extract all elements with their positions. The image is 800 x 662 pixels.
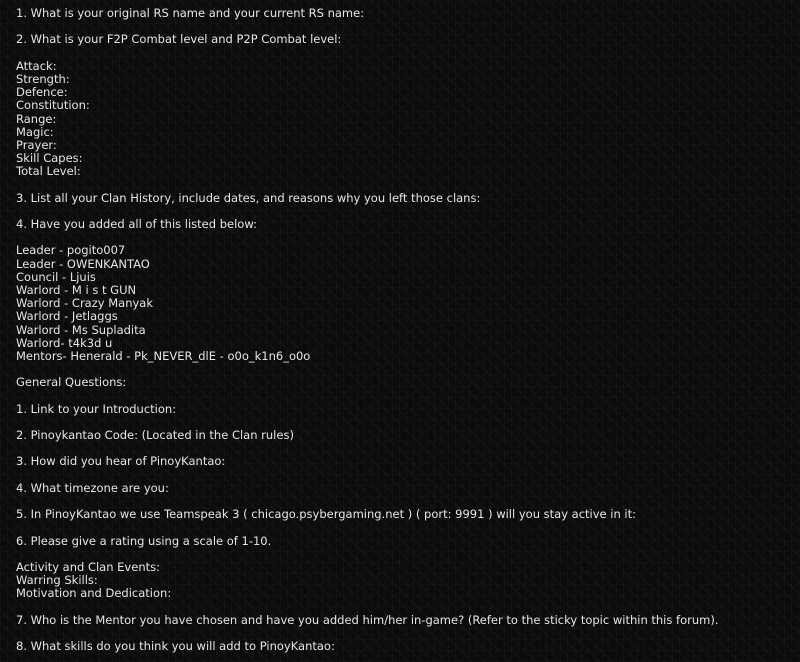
member-item: Warlord- t4k3d u bbox=[16, 335, 113, 350]
question-how-did-you-hear: 3. How did you hear of PinoyKantao: bbox=[16, 454, 226, 469]
question-timezone: 4. What timezone are you: bbox=[16, 480, 169, 495]
rating-motivation: Motivation and Dedication: bbox=[16, 586, 172, 601]
question-rs-name: 1. What is your original RS name and your current RS name: bbox=[16, 6, 365, 20]
question-skills-to-add: 8. What skills do you think you will add to PinoyKantao: bbox=[16, 639, 335, 653]
skill-range: Range: bbox=[16, 111, 57, 126]
question-mentor: 7. Who is the Mentor you have chosen and have you added him/her in-game? (Refer to the sticky topic within this forum). bbox=[16, 612, 719, 627]
member-item: Warlord - Jetlaggs bbox=[16, 309, 118, 324]
skill-constitution: Constitution: bbox=[16, 98, 90, 113]
rating-list bbox=[16, 561, 792, 601]
skill-attack: Attack: bbox=[16, 58, 57, 73]
member-item: Council - Ljuis bbox=[16, 269, 96, 284]
skill-defence: Defence: bbox=[16, 85, 68, 100]
skill-prayer: Prayer: bbox=[16, 137, 57, 152]
member-item: Warlord - Ms Supladita bbox=[16, 322, 146, 337]
skill-strength: Strength: bbox=[16, 71, 70, 86]
application-form bbox=[16, 7, 792, 653]
question-clan-history: 3. List all your Clan History, include dates, and reasons why you left those clans: bbox=[16, 190, 481, 205]
skill-total-level: Total Level: bbox=[16, 164, 81, 179]
question-combat-level: 2. What is your F2P Combat level and P2P Combat level: bbox=[16, 32, 342, 47]
rating-warring-skills: Warring Skills: bbox=[16, 573, 98, 588]
member-list bbox=[16, 244, 792, 363]
question-introduction-link: 1. Link to your Introduction: bbox=[16, 401, 177, 416]
question-rating: 6. Please give a rating using a scale of 1-10. bbox=[16, 533, 272, 548]
question-pinoykantao-code: 2. Pinoykantao Code: (Located in the Clan rules) bbox=[16, 428, 294, 442]
member-item: Warlord - Crazy Manyak bbox=[16, 296, 154, 311]
skills-list bbox=[16, 60, 792, 179]
skill-capes: Skill Capes: bbox=[16, 151, 83, 166]
member-item: Warlord - M i s t GUN bbox=[16, 282, 137, 297]
member-item: Leader - pogito007 bbox=[16, 243, 126, 258]
general-questions-heading: General Questions: bbox=[16, 375, 127, 390]
skill-magic: Magic: bbox=[16, 124, 54, 139]
question-teamspeak: 5. In PinoyKantao we use Teamspeak 3 ( chicago.psybergaming.net ) ( port: 9991 ) will you stay active in it: bbox=[16, 507, 636, 522]
member-item: Leader - OWENKANTAO bbox=[16, 256, 150, 271]
rating-activity: Activity and Clan Events: bbox=[16, 559, 160, 574]
member-item-mentors: Mentors- Henerald - Pk_NEVER_dlE - o0o_k1n6_o0o bbox=[16, 348, 311, 363]
question-added-members: 4. Have you added all of this listed below: bbox=[16, 217, 257, 231]
